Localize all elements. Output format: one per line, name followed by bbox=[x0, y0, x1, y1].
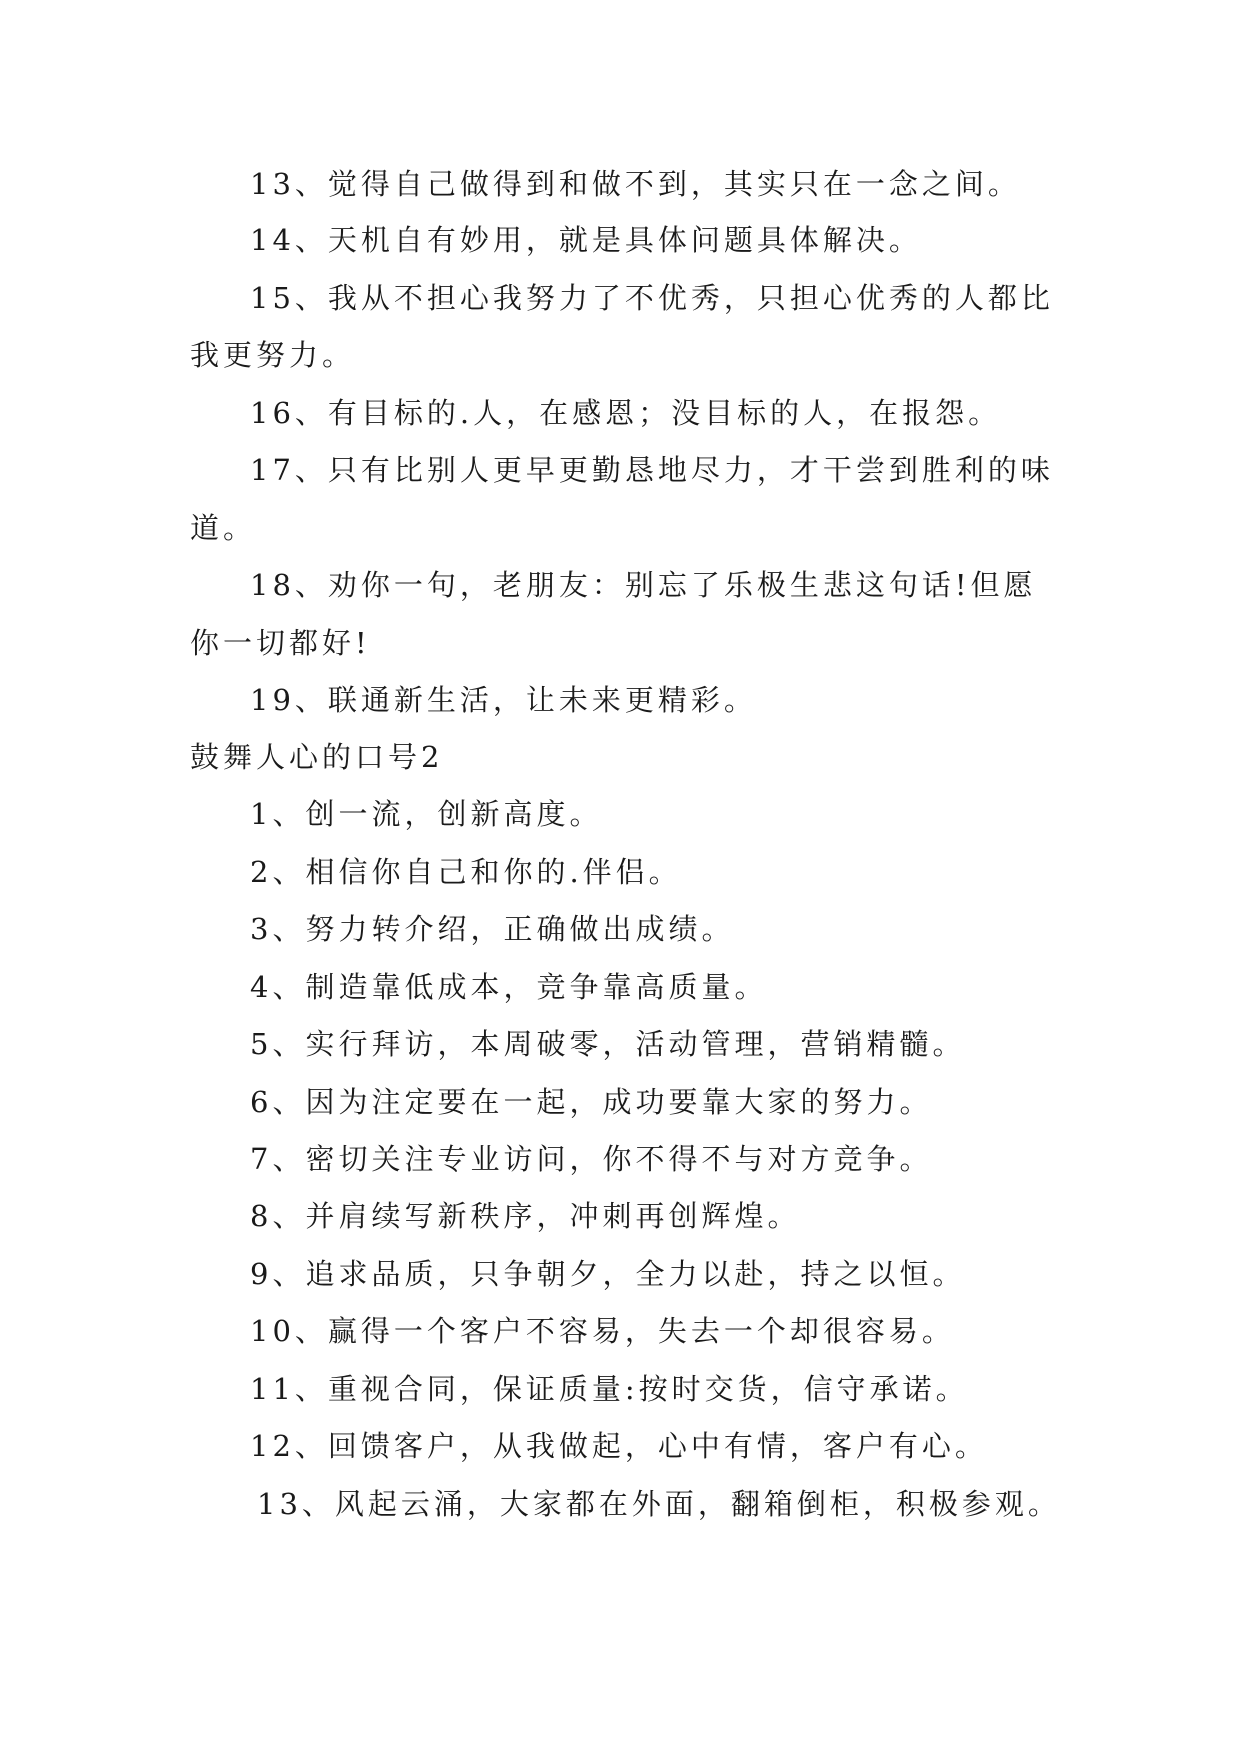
paragraph-line: 14、天机自有妙用，就是具体问题具体解决。 bbox=[250, 223, 922, 257]
list-item: 10、赢得一个客户不容易，失去一个却很容易。 bbox=[250, 1314, 955, 1348]
list-item: 5、实行拜访，本周破零，活动管理，营销精髓。 bbox=[250, 1027, 966, 1061]
paragraph-line: 我更努力。 bbox=[190, 338, 356, 372]
paragraph-line: 17、只有比别人更早更勤恳地尽力，才干尝到胜利的味 bbox=[250, 453, 1054, 487]
list-item: 1、创一流，创新高度。 bbox=[250, 797, 603, 831]
paragraph-line: 15、我从不担心我努力了不优秀，只担心优秀的人都比 bbox=[250, 281, 1054, 315]
list-item: 9、追求品质，只争朝夕，全力以赴，持之以恒。 bbox=[250, 1257, 966, 1291]
paragraph-line: 13、觉得自己做得到和做不到，其实只在一念之间。 bbox=[250, 167, 1021, 201]
list-item: 7、密切关注专业访问，你不得不与对方竞争。 bbox=[250, 1142, 933, 1176]
paragraph-line: 18、劝你一句，老朋友：别忘了乐极生悲这句话!但愿 bbox=[250, 568, 1037, 602]
paragraph-line: 19、联通新生活，让未来更精彩。 bbox=[250, 683, 757, 717]
section-heading: 鼓舞人心的口号2 bbox=[190, 740, 444, 774]
list-item: 4、制造靠低成本，竞争靠高质量。 bbox=[250, 970, 768, 1004]
list-item: 12、回馈客户，从我做起，心中有情，客户有心。 bbox=[250, 1429, 988, 1463]
paragraph-line: 16、有目标的.人，在感恩；没目标的人，在报怨。 bbox=[250, 396, 1002, 430]
paragraph-line: 道。 bbox=[190, 511, 257, 545]
list-item: 2、相信你自己和你的.伴侣。 bbox=[250, 855, 682, 889]
list-item: 3、努力转介绍，正确做出成绩。 bbox=[250, 912, 735, 946]
list-item: 13、风起云涌，大家都在外面，翻箱倒柜，积极参观。 bbox=[257, 1487, 1061, 1521]
list-item: 6、因为注定要在一起，成功要靠大家的努力。 bbox=[250, 1085, 933, 1119]
list-item: 11、重视合同，保证质量:按时交货，信守承诺。 bbox=[250, 1372, 969, 1406]
list-item: 8、并肩续写新秩序，冲刺再创辉煌。 bbox=[250, 1199, 801, 1233]
paragraph-line: 你一切都好! bbox=[190, 626, 371, 660]
